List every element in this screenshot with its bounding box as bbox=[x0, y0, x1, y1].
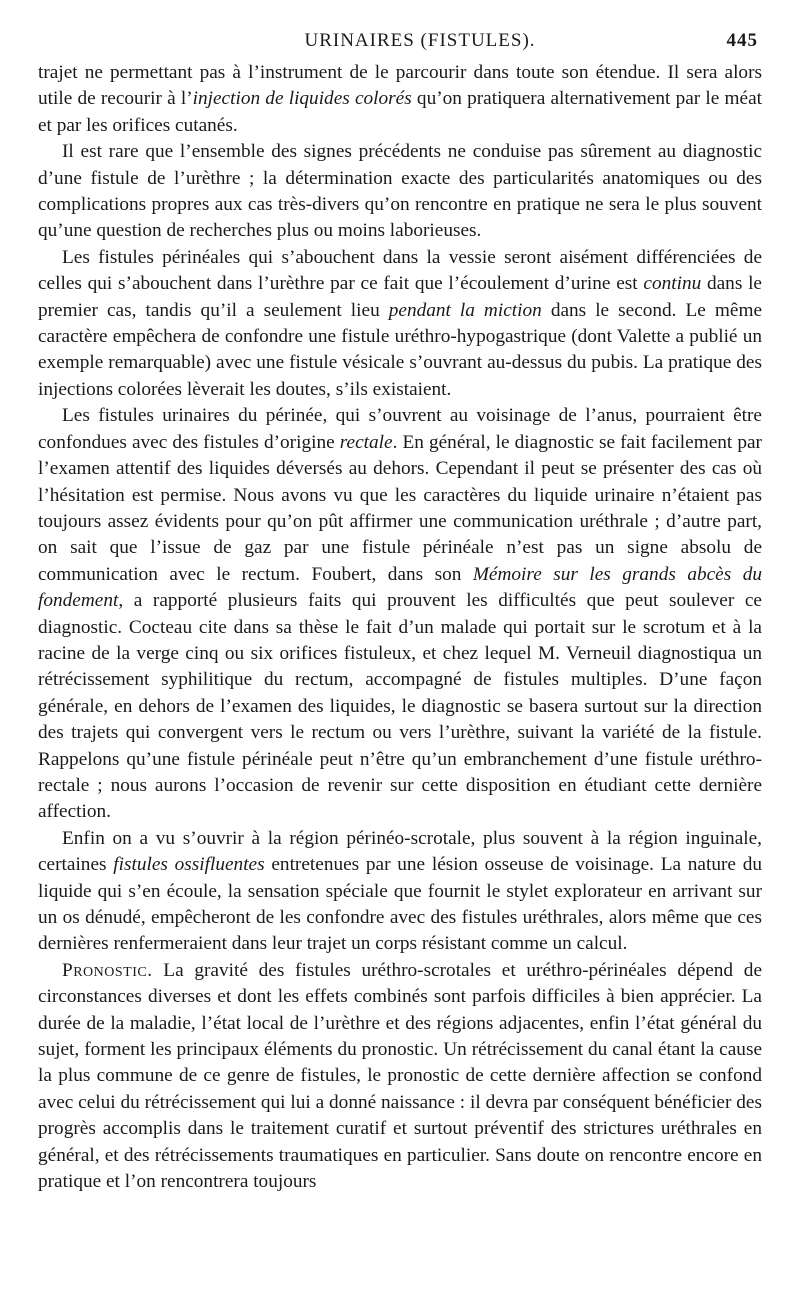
paragraph bbox=[38, 139, 762, 245]
text-run: La gravité des fistules uréthro-scrotales et uréthro-périnéales dépend de circonstances diverses et dont les effets combinés sont parfois difficiles à bien apprécier. La durée de la maladie, l’état local de l’urèthre et des régions adjacentes, enfin l’état général du sujet, forment les principaux éléments du pronostic. Un rétrécissement du canal étant la cause la plus commune de ce genre de fistules, le pronostic de cette dernière affection se confond avec celui du rétrécissement qui lui a donné naissance : il devra par conséquent bénéficier des progrès accomplis dans le traitement curatif et surtout préventif des strictures uréthrales en général, et des rétrécissements traumatiques en particulier. Sans doute on rencontre encore en pratique et l’on rencontrera toujours bbox=[38, 959, 762, 1193]
paragraph bbox=[38, 245, 762, 403]
paragraph bbox=[38, 60, 762, 139]
running-header bbox=[38, 30, 762, 60]
text-run: qu’on pratiquera alternativement par le méat et par les orifices cutanés. bbox=[38, 88, 762, 136]
text-run: Il est rare que l’ensemble des signes précédents ne conduise pas sûrement au diagnostic d’une fistule de l’urèthre ; la détermination exacte des particularités anatomiques ou des complications propres aux cas très-divers qu’on rencontre en pratique ne sera le plus souvent qu’une question de recherches plus ou moins laborieuses. bbox=[38, 141, 762, 242]
italic-text: Mémoire sur les grands abcès du fondement bbox=[38, 563, 762, 612]
italic-text: continu bbox=[643, 273, 702, 295]
text-run: dans le premier cas, tandis qu’il a seulement lieu bbox=[38, 273, 762, 321]
text-run: Les fistules urinaires du périnée, qui s’ouvrent au voisinage de l’anus, pourraient être confondues avec des fistules d’origine bbox=[38, 405, 762, 453]
page-number: 445 bbox=[726, 30, 758, 51]
text-run: Enfin on a vu s’ouvrir à la région périnéo-scrotale, plus souvent à la région inguinale, certaines bbox=[38, 827, 762, 876]
body-text bbox=[38, 60, 762, 1195]
paragraph bbox=[38, 826, 762, 958]
text-run: Les fistules périnéales qui s’abouchent dans la vessie seront aisément différenciées de celles qui s’abouchent dans l’urèthre par ce fait que l’écoulement d’urine est bbox=[38, 246, 762, 295]
running-title: URINAIRES (FISTULES). bbox=[304, 30, 536, 51]
text-run: , a rapporté plusieurs faits qui prouvent les difficultés que peut soulever ce diagnostic. Cocteau cite dans sa thèse le fait d’un malade qui portait sur le scrotum et à la racine de la verge cinq ou six orifices fistuleux, et chez lequel M. Verneuil diagnostiqua un rétrécissement syphilitique du rectum, accompagné de fistules multiples. D’une façon générale, en dehors de l’examen des liquides, le diagnostic se basera surtout sur la direction des trajets qui convergent vers le rectum ou vers l’urèthre, suivant la variété de la fistule. Rappelons qu’une fistule périnéale peut n’être qu’un embranchement d’une fistule uréthro-rectale ; nous aurons l’occasion de revenir sur cette disposition en étudiant cette dernière affection. bbox=[38, 590, 762, 823]
text-run: entretenues par une lésion osseuse de voisinage. La nature du liquide qui s’en écoule, la sensation spéciale que fournit le stylet explorateur en arrivant sur un os dénudé, empêcheront de les confondre avec des fistules uréthrales, alors même que ces dernières renfermeraient dans leur trajet un corps résistant comme un calcul. bbox=[38, 854, 762, 955]
paragraph bbox=[38, 403, 762, 826]
italic-text: injection de liquides colorés bbox=[192, 88, 412, 110]
italic-text: pendant la miction bbox=[388, 299, 542, 321]
text-run: . En général, le diagnostic se fait facilement par l’examen attentif des liquides déversés au dehors. Cependant il peut se présenter des cas où l’hésitation est permise. Nous avons vu que les caractères du liquide urinaire n’étaient pas toujours assez évidents pour qu’on pût affirmer une communication uréthrale ; d’autre part, on sait que l’issue de gaz par une fistule périnéale n’est pas un signe absolu de communication avec le rectum. Foubert, dans son bbox=[38, 431, 762, 585]
italic-text: rectale bbox=[339, 431, 393, 453]
paragraph bbox=[38, 958, 762, 1196]
italic-text: fistules ossifluentes bbox=[113, 854, 265, 876]
section-heading: Pronostic. bbox=[62, 959, 153, 981]
text-run: trajet ne permettant pas à l’instrument de le parcourir dans toute son étendue. Il sera alors utile de recourir à l’ bbox=[38, 62, 762, 110]
text-run: dans le second. Le même caractère empêchera de confondre une fistule uréthro-hypogastrique (dont Valette a publié un exemple remarquable) avec une fistule vésicale s’ouvrant au-dessus du pubis. La pratique des injections colorées lèverait les doutes, s’ils existaient. bbox=[38, 299, 763, 400]
